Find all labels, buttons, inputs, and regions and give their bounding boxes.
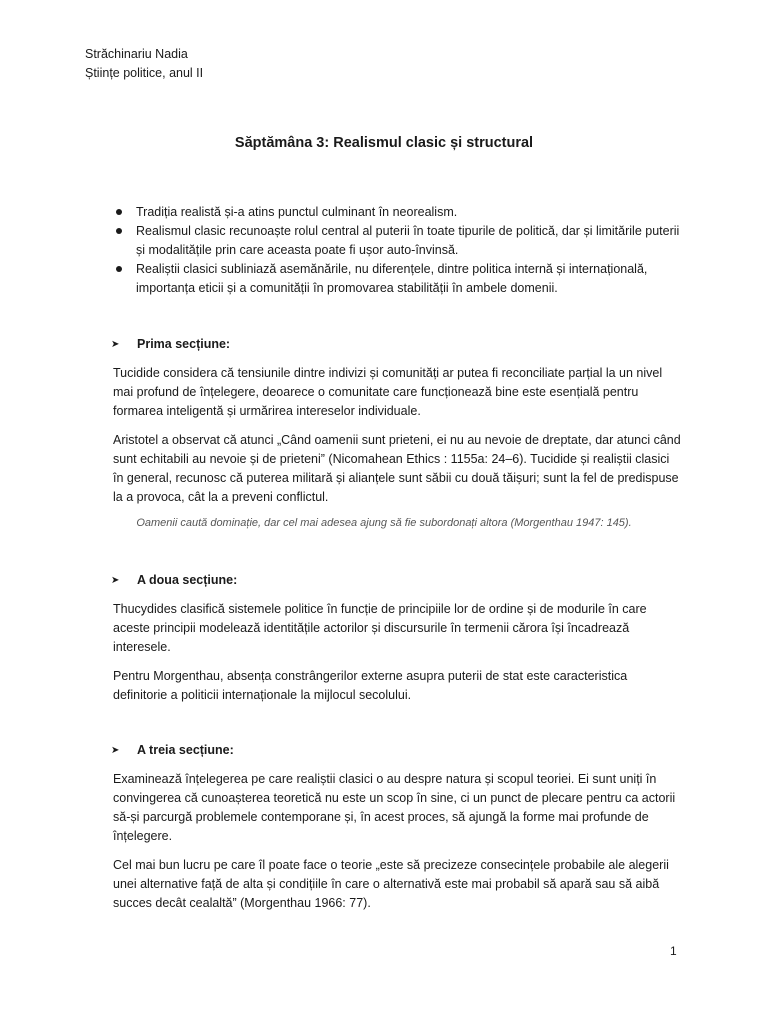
bullet-item [85, 222, 685, 260]
section-heading-2 [113, 571, 237, 590]
bullet-text: Tradiția realistă și-a atins punctul culminant în neorealism. [136, 205, 458, 219]
bullet-icon [116, 266, 122, 272]
section-1-paragraph-1: Tucidide considera că tensiunile dintre indivizi și comunități ar putea fi reconciliate parțial la un nivel mai profund de înțelegere, deoarece o comunitate care funcționează bine este esențială pentru formarea inteligentă și urmărirea intereselor individuale. [113, 366, 663, 418]
arrow-bullet-icon: ➤ [111, 339, 120, 350]
bullet-icon [116, 228, 122, 234]
section-3-paragraph-2: Cel mai bun lucru pe care îl poate face o teorie „este să precizeze consecințele probabile ale alegerii unei alternative față de alta și condițiile în care o alternativă este mai probabil să apară sau să aibă succes decât cealaltă” (Morgenthau 1966: 77). [113, 858, 669, 910]
section-1-paragraph-2: Aristotel a observat că atunci „Când oamenii sunt prieteni, ei nu au nevoie de dreptate, dar atunci când sunt echitabili au nevoie și de prieteni” (Nicomahean Ethics : 1155a: 24–6). Tucidide și realiștii clasici în general, recunosc că puterea militară și alianțele sunt săbii cu două tăișuri; sunt la fel de predispuse la a provoca, cât la a preveni conflictul. [113, 433, 681, 504]
section-heading-label: Prima secțiune: [137, 337, 231, 351]
author-program: Științe politice, anul II [85, 66, 204, 80]
document-header [85, 45, 203, 83]
page-title: Săptămâna 3: Realismul clasic și structural [234, 135, 534, 151]
summary-bullet-list [85, 203, 685, 298]
author-name: Străchinariu Nadia [85, 47, 188, 61]
bullet-icon [116, 209, 122, 215]
page-number: 1 [670, 944, 677, 958]
arrow-bullet-icon: ➤ [111, 745, 120, 756]
section-3-paragraph-1: Examinează înțelegerea pe care realiștii clasici o au despre natura și scopul teoriei. Ei sunt uniți în convingerea că cunoașterea teoretică nu este un scop în sine, ci un punct de plecare pentru ca actorii să-și parcurgă problemele contemporane și, în acest proces, să ajungă la forme mai profunde de înțelegere. [113, 772, 676, 843]
section-2-paragraph-1: Thucydides clasifică sistemele politice în funcție de principiile lor de ordine și de modurile în care aceste principii modelează identitățile actorilor și discursurile în termenii cărora își încadrează interesele. [113, 602, 647, 654]
section-heading-3 [113, 741, 234, 760]
section-heading-1 [113, 335, 230, 354]
bullet-item [85, 203, 685, 222]
section-1-quote: Oamenii caută dominație, dar cel mai adesea ajung să fie subordonați altora (Morgenthau 1947: 145). [136, 517, 632, 529]
arrow-bullet-icon: ➤ [111, 575, 120, 586]
bullet-text: Realiștii clasici subliniază asemănările, nu diferențele, dintre politica internă și internațională, importanța eticii și a comunității în promovarea stabilității în ambele domenii. [136, 262, 648, 295]
section-2-paragraph-2: Pentru Morgenthau, absența constrângerilor externe asupra puterii de stat este caracteristica definitorie a politicii internaționale la mijlocul secolului. [113, 669, 628, 702]
section-heading-label: A treia secțiune: [137, 743, 234, 757]
bullet-item [85, 260, 685, 298]
bullet-text: Realismul clasic recunoaște rolul central al puterii în toate tipurile de politică, dar și limitările puterii și modalitățile prin care aceasta poate fi ușor auto-învinsă. [136, 224, 680, 257]
section-heading-label: A doua secțiune: [137, 573, 238, 587]
